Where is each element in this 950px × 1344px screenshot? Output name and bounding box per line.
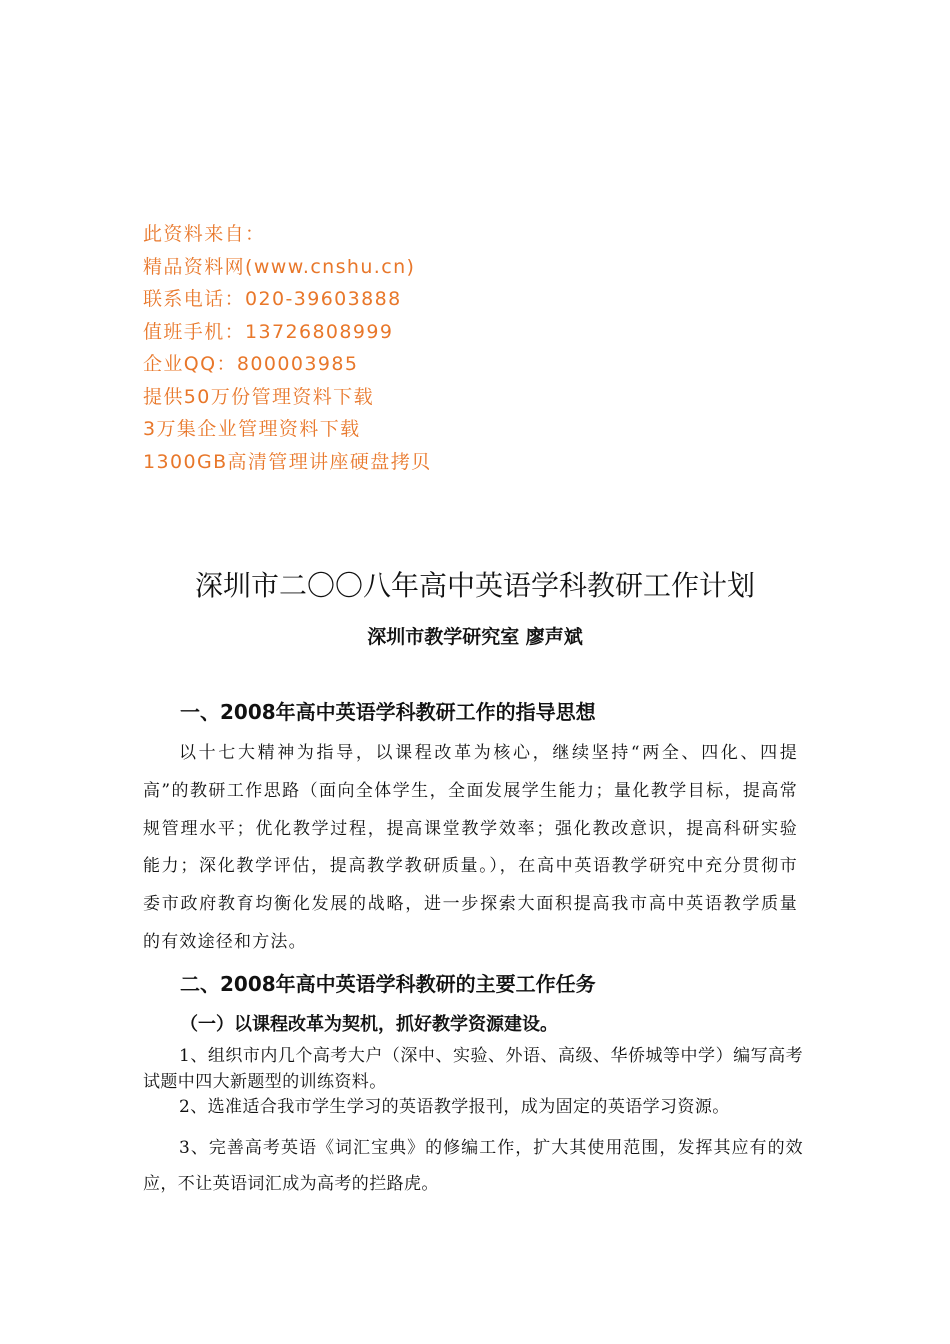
task-item: 3、完善高考英语《词汇宝典》的修编工作，扩大其使用范围，发挥其应有的效应，不让英语词汇成为高考的拦路虎。 xyxy=(143,1138,803,1194)
promo-offer-videos: 3万集企业管理资料下载 xyxy=(143,418,361,440)
task-item: 2、选准适合我市学生学习的英语教学报刊，成为固定的英语学习资源。 xyxy=(179,1097,730,1117)
document-author: 深圳市教学研究室 廖声斌 xyxy=(367,626,583,648)
section-heading-main-tasks: 二、2008年高中英语学科教研的主要工作任务 xyxy=(180,972,596,996)
promo-phone: 联系电话：020-39603888 xyxy=(143,288,402,310)
promo-website: 精品资料网(www.cnshu.cn) xyxy=(143,255,416,278)
section-heading-guiding-ideas: 一、2008年高中英语学科教研工作的指导思想 xyxy=(180,700,596,724)
guiding-ideas-paragraph: 以十七大精神为指导，以课程改革为核心，继续坚持“两全、四化、四提高”的教研工作思路（面向全体学生，全面发展学生能力；量化教学目标，提高常规管理水平；优化教学过程，提高课堂教学效率；强化教改意识，提高科研实验能力；深化教学评估，提高教学教研质量。），在高中英语教学研究中充分贯彻市委市政府教育均衡化发展的战略，进一步探索大面积提高我市高中英语教学质量的有效途径和方法。 xyxy=(143,743,798,952)
promo-block xyxy=(143,218,432,478)
promo-qq: 企业QQ：800003985 xyxy=(143,353,359,375)
document-title: 深圳市二〇〇八年高中英语学科教研工作计划 xyxy=(194,569,755,602)
promo-source-label: 此资料来自： xyxy=(143,223,266,245)
promo-offer-lectures: 1300GB高清管理讲座硬盘拷贝 xyxy=(143,450,432,473)
promo-offer-documents: 提供50万份管理资料下载 xyxy=(143,385,374,408)
promo-mobile: 值班手机：13726808999 xyxy=(143,320,394,343)
task-group-heading: （一）以课程改革为契机，抓好教学资源建设。 xyxy=(180,1014,558,1035)
task-item: 1、组织市内几个高考大户（深中、实验、外语、高级、华侨城等中学）编写高考试题中四大新题型的训练资料。 xyxy=(143,1046,803,1092)
